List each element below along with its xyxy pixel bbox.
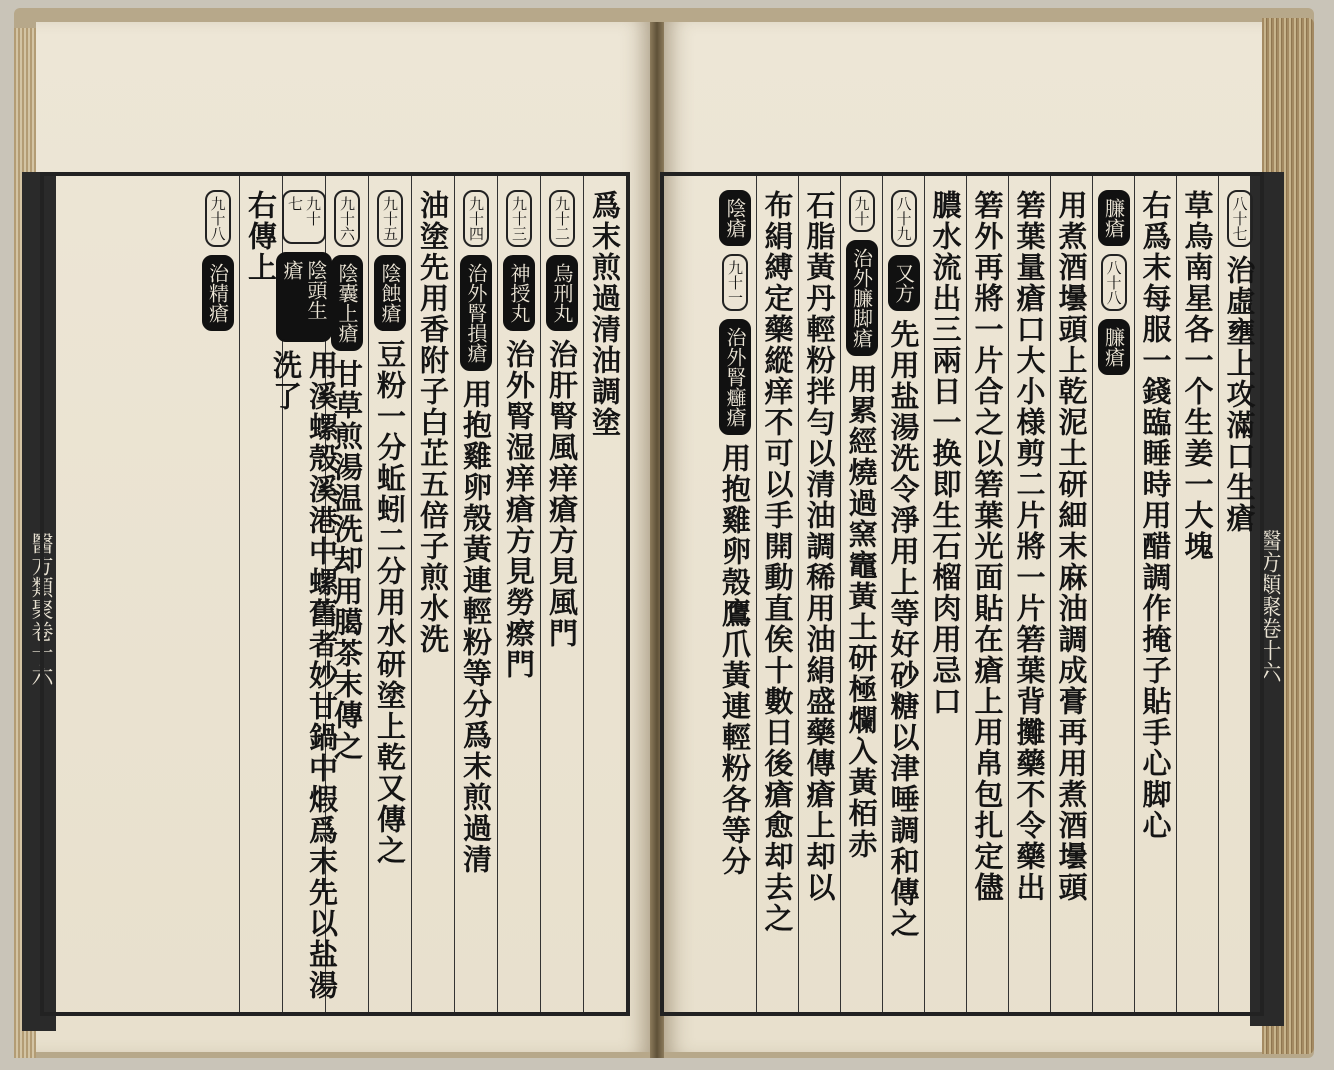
column-text: 治外腎湿痒瘡方見勞瘵門 [502,339,536,680]
text-column [497,176,540,1012]
column-text: 草烏南星各一个生姜一大塊 [1180,190,1215,562]
column-text: 用累經燒過窯竈黃土研極爛入黃栢赤 [844,364,879,860]
entry-number-badge: 九十三 [506,190,532,247]
column-text: 用抱雞卵殼黃連輕粉等分爲末煎過清 [459,379,493,875]
column-text: 治虛壅上攻滿口生瘡 [1222,255,1257,534]
column-text: 治肝腎風痒瘡方見風門 [545,339,579,649]
entry-number-badge: 九十七 [282,190,326,244]
text-column [411,176,454,1012]
text-column [1092,176,1134,1012]
text-column [196,176,239,1012]
column-text: 油塗先用香附子白芷五倍子煎水洗 [416,190,450,655]
text-column [1176,176,1218,1012]
column-text: 右爲末每服一錢臨睡時用醋調作掩子貼手心脚心 [1138,190,1173,841]
text-column [454,176,497,1012]
column-text: 用抱雞卵殼鷹爪黃連輕粉各等分 [718,443,752,877]
column-text: 箬外再將一片合之以箬葉光面貼在瘡上用帛包扎定儘 [970,190,1005,903]
entry-heading-badge: 陰蝕瘡 [374,255,406,331]
left-text-frame [40,172,630,1016]
text-column [1134,176,1176,1012]
text-column [1218,176,1260,1012]
text-column [840,176,882,1012]
text-column [924,176,966,1012]
column-text: 爲末煎過清油調塗 [588,190,622,438]
entry-number-badge: 八十九 [891,190,917,247]
entry-heading-badge: 治精瘡 [202,255,234,331]
column-text: 膿水流出三兩日一换即生石榴肉用忌口 [928,190,963,717]
text-column [966,176,1008,1012]
column-text: 用溪螺殼溪港中螺舊者妙甘鍋中煆爲末先以盐湯洗了 [269,350,339,1002]
column-text: 甘草煎湯温洗却用臈茶末傳之 [330,359,364,762]
text-column [756,176,798,1012]
entry-heading-badge: 神授丸 [503,255,535,331]
column-text: 石脂黃丹輕粉拌勻以清油調稀用油絹盛藥傳瘡上却以 [802,190,837,903]
entry-number-badge: 九十八 [205,190,231,247]
text-column [269,176,339,1012]
right-text-frame [660,172,1264,1016]
text-column [798,176,840,1012]
entry-number-badge: 九十六 [334,190,360,247]
right-side-title: 醫方類聚卷十六 [1250,172,1284,1026]
entry-heading-badge: 陰瘡 [719,190,751,246]
entry-heading-badge: 臁瘡 [1098,319,1130,375]
entry-heading-badge: 治外腎損瘡 [460,255,492,371]
entry-heading-badge: 烏刑丸 [546,255,578,331]
column-text: 先用盐湯洗令淨用上等好砂糖以津唾調和傳之 [886,319,921,939]
text-column [882,176,924,1012]
entry-heading-badge: 陰頭生瘡 [276,252,332,342]
column-text: 箬葉量瘡口大小様剪二片將一片箬葉背攤藥不令藥出 [1012,190,1047,903]
entry-number-badge: 八十七 [1227,190,1253,247]
text-column [583,176,626,1012]
column-text: 豆粉一分蚯蚓二分用水研塗上乾又傳之 [373,339,407,866]
entry-heading-badge: 陰囊上瘡 [331,255,363,351]
left-side-title: 醫方類聚卷十六 [22,172,56,1031]
column-text: 用煮酒壜頭上乾泥土研細末麻油調成膏再用煮酒壜頭 [1054,190,1089,903]
text-column [368,176,411,1012]
entry-number-badge: 九十二 [549,190,575,247]
column-text: 布絹縛定藥縱痒不可以手開動直俟十數日後瘡愈却去之 [760,190,795,934]
entry-heading-badge: 又方 [888,255,920,311]
entry-heading-badge: 臁瘡 [1098,190,1130,246]
entry-heading-badge: 治外腎癰瘡 [719,319,751,435]
entry-number-badge: 九十五 [377,190,403,247]
entry-number-badge: 九十一 [722,254,748,311]
entry-heading-badge: 治外臁脚瘡 [846,240,878,356]
entry-number-badge: 八十八 [1101,254,1127,311]
text-column [239,176,282,1012]
column-text: 右傳上 [244,190,278,283]
text-column [714,176,756,1012]
entry-number-badge: 九十 [849,190,875,232]
text-column [1008,176,1050,1012]
entry-number-badge: 九十四 [463,190,489,247]
text-column [540,176,583,1012]
text-column [1050,176,1092,1012]
